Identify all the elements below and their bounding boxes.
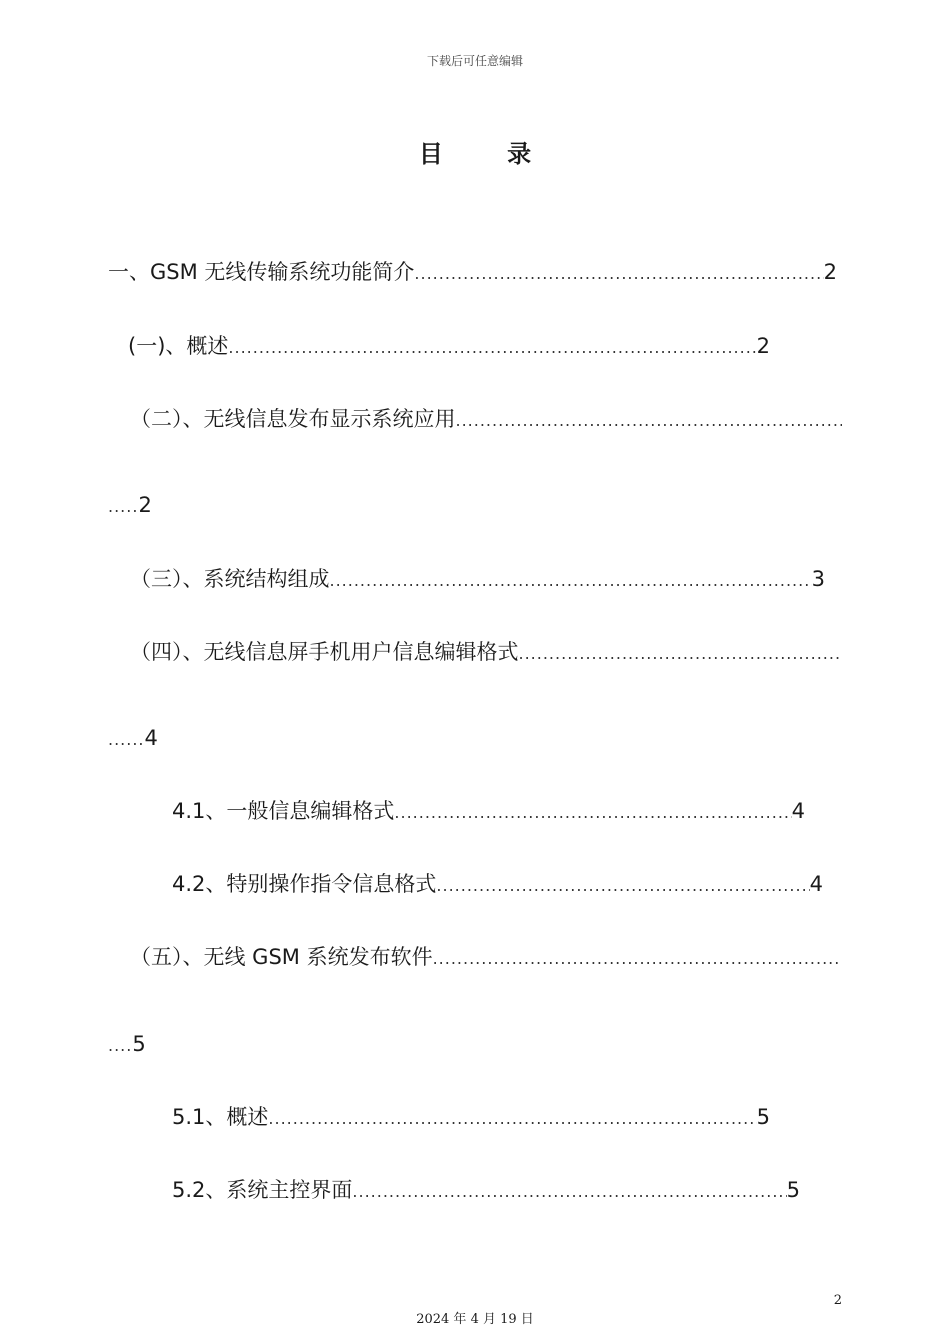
page-header-note: 下载后可任意编辑 [426,54,523,68]
toc-entry[interactable] [172,796,805,826]
page-number: 2 [833,1293,842,1308]
toc-entry-page: 5 [786,1178,800,1202]
toc-dot-leader [330,566,812,594]
toc-entry-continuation[interactable] [108,1029,146,1059]
toc-dot-leader: ...... [108,730,145,749]
toc-entry[interactable] [172,1102,770,1132]
toc-dot-leader [414,259,823,287]
toc-dot-leader [352,1177,786,1205]
toc-entry[interactable] [130,942,842,972]
toc-entry[interactable] [172,1175,800,1205]
toc-title: 目 录 [418,140,560,168]
toc-entry-page: 4 [144,726,158,750]
footer-date: 2024 年 4 月 19 日 [416,1312,534,1327]
toc-entry-page: 5 [756,1105,770,1129]
toc-entry-label: 4.1、一般信息编辑格式 [172,799,395,823]
toc-entry-label: （三）、系统结构组成 [130,567,330,591]
toc-entry-label: 5.2、系统主控界面 [172,1178,353,1202]
toc-entry-label: （二）、无线信息发布显示系统应用 [130,407,456,431]
toc-entry-page: 2 [756,334,770,358]
toc-dot-leader [456,406,843,434]
toc-entry-page: 5 [132,1032,146,1056]
toc-entry-page: 3 [811,567,825,591]
toc-dot-leader: .... [108,1036,133,1055]
toc-entry-label: （五）、无线 GSM 系统发布软件 [130,945,433,969]
toc-entry[interactable] [172,869,823,899]
toc-dot-leader [433,944,842,972]
toc-dot-leader [394,798,791,826]
toc-dot-leader [228,333,756,361]
toc-entry-continuation[interactable] [108,723,158,753]
toc-entry[interactable] [130,564,825,594]
toc-entry[interactable] [108,257,837,287]
toc-dot-leader [519,639,843,667]
toc-dot-leader [436,871,809,899]
toc-entry-label: 一、GSM 无线传输系统功能简介 [108,260,415,284]
toc-dot-leader [268,1104,756,1132]
toc-dot-leader: ..... [108,497,139,516]
toc-entry-page: 2 [823,260,837,284]
toc-entry-page: 4 [791,799,805,823]
toc-entry-label: （四）、无线信息屏手机用户信息编辑格式 [130,640,519,664]
toc-entry-continuation[interactable] [108,490,152,520]
toc-entry-label: (一)、概述 [128,334,229,358]
toc-entry[interactable] [128,331,770,361]
toc-entry-label: 4.2、特别操作指令信息格式 [172,872,437,896]
toc-entry-page: 2 [138,493,152,517]
toc-entry[interactable] [130,637,842,667]
toc-entry-label: 5.1、概述 [172,1105,269,1129]
toc-entry-page: 4 [809,872,823,896]
toc-entry[interactable] [130,404,842,434]
